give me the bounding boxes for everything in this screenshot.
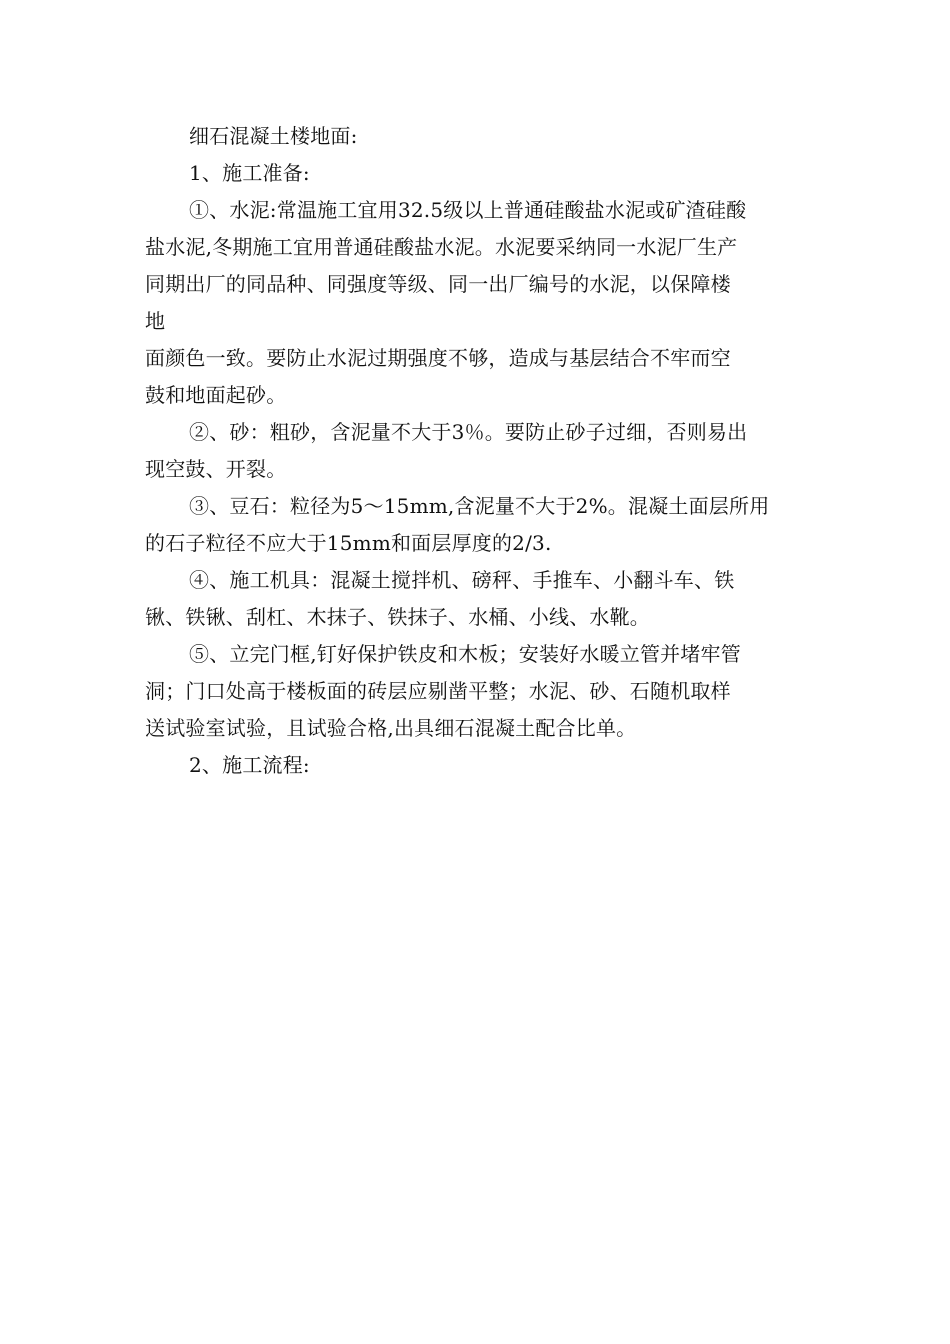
paragraph-cement-line-5: 面颜色一致。要防止水泥过期强度不够，造成与基层结合不牢而空	[145, 346, 731, 370]
heading-construction-preparation: 1、施工准备:	[189, 161, 310, 185]
paragraph-preparation-line-3: 送试验室试验，且试验合格,出具细石混凝土配合比单。	[145, 716, 637, 740]
paragraph-tools-line-2: 锹、铁锹、刮杠、木抹子、铁抹子、水桶、小线、水靴。	[145, 605, 650, 629]
document-body	[145, 118, 805, 784]
paragraph-cement-line-4: 地	[145, 309, 166, 333]
paragraph-tools-line-1: ④、施工机具：混凝土搅拌机、磅秤、手推车、小翻斗车、铁	[189, 568, 735, 592]
paragraph-sand-line-2: 现空鼓、开裂。	[145, 457, 287, 481]
paragraph-cement-line-2: 盐水泥,冬期施工宜用普通硅酸盐水泥。水泥要采纳同一水泥厂生产	[145, 235, 738, 259]
heading-construction-process: 2、施工流程:	[189, 753, 310, 777]
paragraph-cement-line-6: 鼓和地面起砂。	[145, 383, 287, 407]
paragraph-cement-line-1: ①、水泥:常温施工宜用32.5级以上普通硅酸盐水泥或矿渣硅酸	[189, 198, 747, 222]
paragraph-preparation-line-2: 洞；门口处高于楼板面的砖层应剔凿平整；水泥、砂、石随机取样	[145, 679, 731, 703]
paragraph-pea-gravel-line-2: 的石子粒径不应大于15mm和面层厚度的2/3.	[145, 531, 552, 555]
paragraph-sand-line-1: ②、砂：粗砂，含泥量不大于3％。要防止砂子过细，否则易出	[189, 420, 748, 444]
paragraph-pea-gravel-line-1: ③、豆石：粒径为5～15mm,含泥量不大于2%。混凝土面层所用	[189, 494, 770, 518]
section-title: 细石混凝土楼地面:	[189, 124, 358, 148]
paragraph-preparation-line-1: ⑤、立完门框,钉好保护铁皮和木板；安装好水暖立管并堵牢管	[189, 642, 741, 666]
paragraph-cement-line-3: 同期出厂的同品种、同强度等级、同一出厂编号的水泥，以保障楼	[145, 272, 731, 296]
